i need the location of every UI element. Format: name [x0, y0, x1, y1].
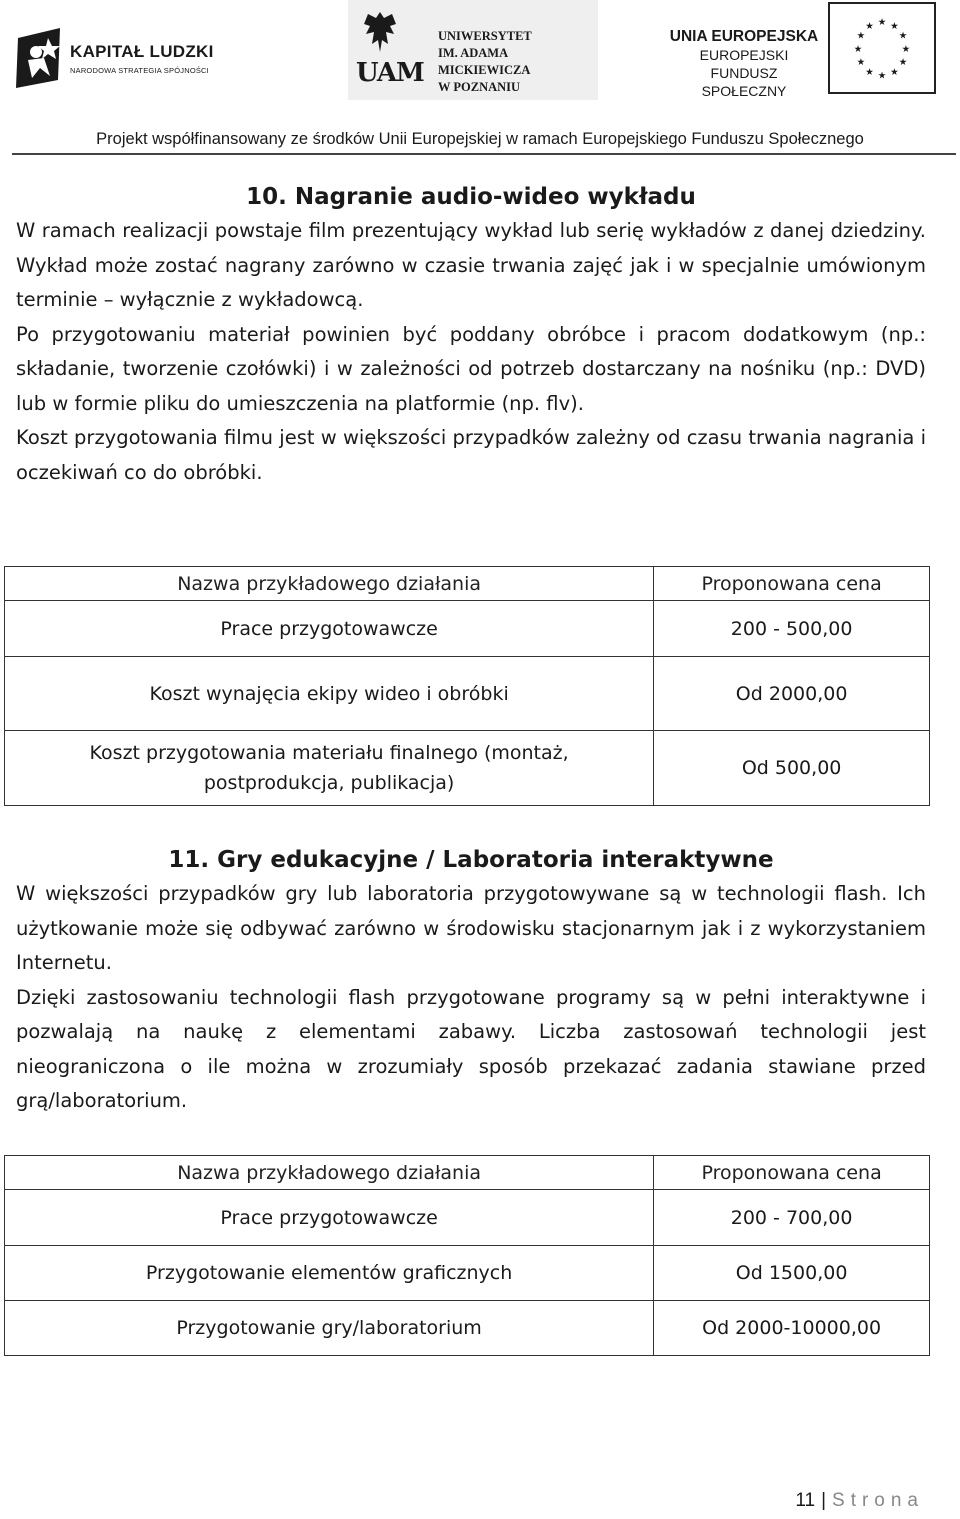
table-cell-action: Koszt przygotowania materiału finalnego (montaż, postprodukcja, publikacja): [5, 731, 654, 806]
svg-text:★: ★: [856, 57, 866, 69]
eu-line3: FUNDUSZ SPOŁECZNY: [701, 65, 787, 99]
table-row: [5, 1246, 930, 1301]
kapital-ludzki-mark-icon: [14, 28, 64, 90]
table-cell-action: Przygotowanie elementów graficznych: [5, 1246, 654, 1301]
section-10: [16, 180, 926, 490]
eagle-icon: [362, 10, 398, 54]
svg-text:★: ★: [898, 30, 908, 42]
svg-text:★: ★: [877, 70, 887, 82]
table-cell-action: Koszt wynajęcia ekipy wideo i obróbki: [5, 657, 654, 731]
svg-text:★: ★: [877, 17, 887, 29]
svg-text:★: ★: [856, 30, 866, 42]
header-divider: [12, 153, 956, 155]
svg-text:★: ★: [890, 66, 899, 78]
table-row: [5, 657, 930, 731]
section-10-title: 10. Nagranie audio-wideo wykładu: [246, 184, 696, 210]
eu-line2: EUROPEJSKI: [699, 47, 789, 63]
page-label: Strona: [832, 1490, 924, 1511]
table-cell-action: Prace przygotowawcze: [5, 1190, 654, 1246]
page-number: 11: [795, 1490, 816, 1511]
column-header-price: Proponowana cena: [654, 1156, 930, 1190]
table-cell-price: Od 2000-10000,00: [654, 1301, 930, 1356]
kapital-ludzki-logo: [14, 22, 214, 100]
kapital-ludzki-title: KAPITAŁ LUDZKI: [70, 42, 214, 61]
table-cell-price: 200 - 700,00: [654, 1190, 930, 1246]
table-header-row: [5, 567, 930, 601]
svg-text:★: ★: [890, 20, 899, 32]
kapital-ludzki-subtitle: NARODOWA STRATEGIA SPÓJNOŚCI: [70, 66, 209, 75]
table-cell-price: Od 1500,00: [654, 1246, 930, 1301]
section-10-paragraph-3: Koszt przygotowania filmu jest w większości przypadków zależny od czasu trwania nagrania i oczekiwań co do obróbki.: [16, 426, 926, 484]
table-row: [5, 731, 930, 806]
section-10-price-table: [4, 566, 930, 806]
table-cell-action: Przygotowanie gry/laboratorium: [5, 1301, 654, 1356]
footer-separator: |: [821, 1490, 827, 1511]
section-10-paragraph-2: Po przygotowaniu materiał powinien być poddany obróbce i pracom dodatkowym (np.: składanie, tworzenie czołówki) i w zależności od potrzeb dostarczany na nośniku (np.: DVD) lub w formie pliku do umieszczenia na platformie (np. flv).: [16, 322, 926, 415]
svg-text:★: ★: [865, 20, 874, 32]
uam-name-line1: UNIWERSYTET: [438, 29, 532, 43]
table-cell-price: Od 500,00: [654, 731, 930, 806]
uam-name-line3: W POZNANIU: [438, 80, 521, 94]
uam-monogram: UAM: [356, 58, 424, 88]
table-row: [5, 1190, 930, 1246]
column-header-action: Nazwa przykładowego działania: [5, 1156, 654, 1190]
table-cell-action: Prace przygotowawcze: [5, 601, 654, 657]
section-11-price-table: [4, 1155, 930, 1356]
svg-text:★: ★: [853, 43, 863, 55]
table-cell-price: 200 - 500,00: [654, 601, 930, 657]
eu-title: UNIA EUROPEJSKA: [669, 28, 819, 45]
svg-text:★: ★: [901, 43, 911, 55]
svg-text:★: ★: [865, 66, 874, 78]
uam-name: [438, 28, 598, 96]
section-11-paragraph-1: W większości przypadków gry lub laboratoria przygotowywane są w technologii flash. Ich użytkowanie może się odbywać zarówno w środowisku stacjonarnym jak i z wykorzystaniem Internetu.: [16, 882, 926, 974]
column-header-action: Nazwa przykładowego działania: [5, 567, 654, 601]
section-11: [16, 843, 926, 1119]
eu-text: [668, 28, 820, 100]
page-header: [0, 0, 960, 160]
table-row: [5, 1301, 930, 1356]
eu-stars-flag-icon: [828, 2, 936, 94]
page-footer: [795, 1490, 924, 1512]
section-11-paragraph-2: Dzięki zastosowaniu technologii flash przygotowane programy są w pełni interaktywne i pozwalają na naukę z elementami zabawy. Liczba zastosowań technologii jest nieograniczona o ile można w zrozumiały sposób przekazać zadania stawiane przed grą/laboratorium.: [16, 985, 926, 1112]
svg-text:★: ★: [898, 57, 908, 69]
section-11-title: 11. Gry edukacyjne / Laboratoria interaktywne: [168, 847, 774, 873]
table-cell-price: Od 2000,00: [654, 657, 930, 731]
eu-logo: [668, 0, 938, 99]
uam-logo: [348, 0, 598, 100]
table-row: [5, 601, 930, 657]
column-header-price: Proponowana cena: [654, 567, 930, 601]
uam-name-line2: IM. ADAMA MICKIEWICZA: [438, 46, 531, 77]
section-10-paragraph-1: W ramach realizacji powstaje film prezentujący wykład lub serię wykładów z danej dziedziny. Wykład może zostać nagrany zarówno w czasie trwania zajęć jak i w specjalnie umówionym terminie – wyłącznie z wykładowcą.: [16, 219, 926, 311]
table-header-row: [5, 1156, 930, 1190]
project-cofinancing-line: Projekt współfinansowany ze środków Unii Europejskiej w ramach Europejskiego Funduszu Społecznego: [96, 130, 864, 148]
